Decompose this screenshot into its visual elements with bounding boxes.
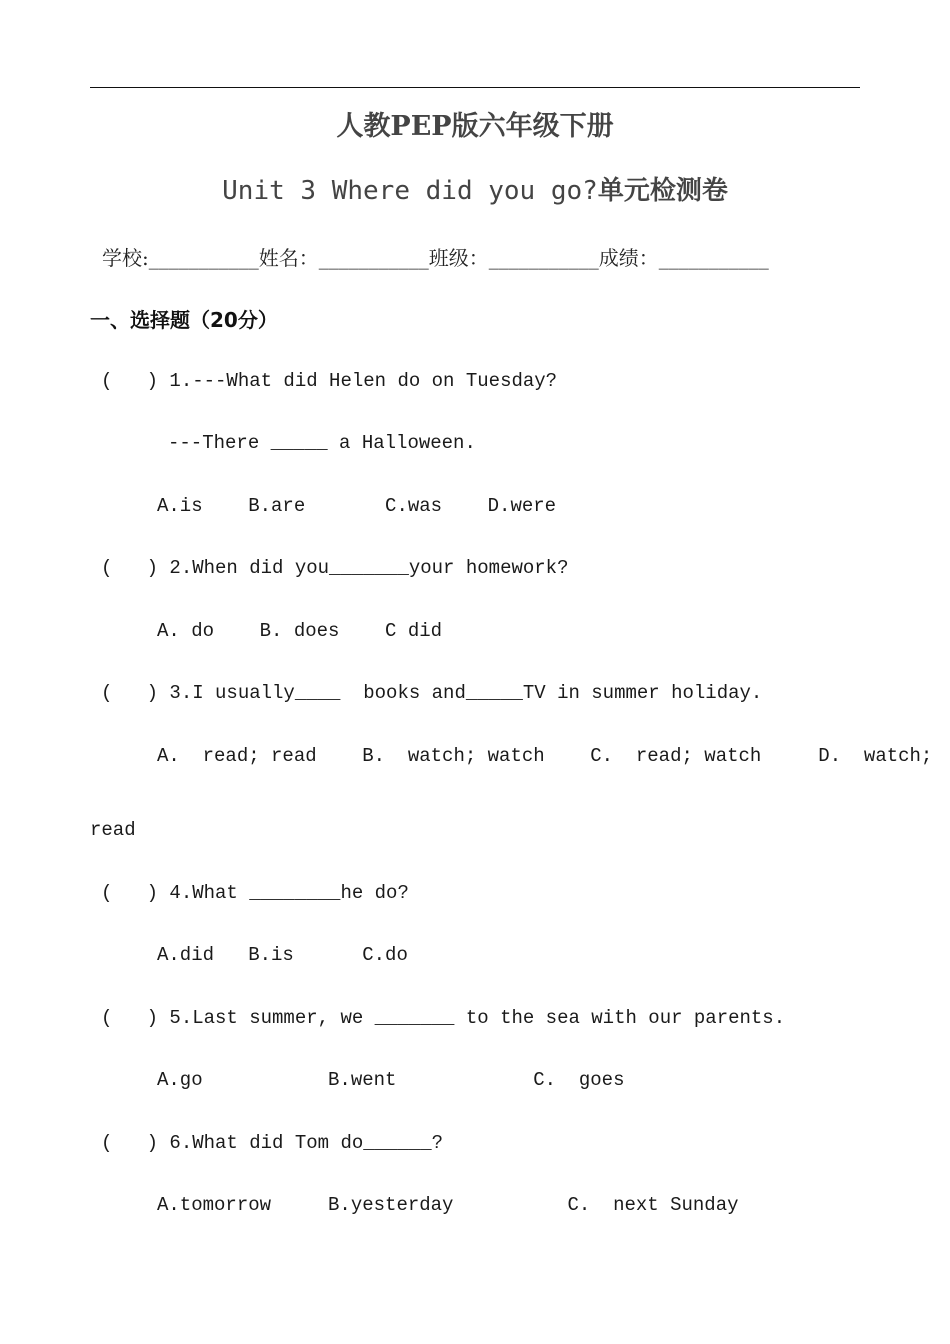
question-3-options-wrap: read [90, 819, 136, 841]
page-title: 人教PEP版六年级下册 [336, 111, 614, 142]
unit-subtitle-cn: 单元检测卷 [597, 176, 728, 206]
question-6: ( ) 6.What did Tom do______? [101, 1132, 444, 1154]
question-3-options: A. read; read B. watch; watch C. read; watch D. watch; [157, 745, 933, 767]
unit-subtitle-en: Unit 3 Where did you go? [222, 176, 598, 206]
unit-subtitle [0, 170, 950, 207]
question-3: ( ) 3.I usually____ books and_____TV in summer holiday. [101, 682, 763, 704]
question-2-options: A. do B. does C did [157, 620, 443, 642]
question-4-options: A.did B.is C.do [157, 944, 408, 966]
question-1-options: A.is B.are C.was D.were [157, 495, 557, 517]
question-4: ( ) 4.What ________he do? [101, 882, 409, 904]
top-rule [90, 87, 860, 88]
question-6-options: A.tomorrow B.yesterday C. next Sunday [157, 1194, 739, 1216]
student-info-line: 学校:___________姓名：___________班级：___________成绩：___________ [102, 246, 769, 270]
question-5: ( ) 5.Last summer, we _______ to the sea with our parents. [101, 1007, 786, 1029]
question-5-options: A.go B.went C. goes [157, 1069, 625, 1091]
question-1: ( ) 1.---What did Helen do on Tuesday? [101, 370, 558, 392]
question-2: ( ) 2.When did you_______your homework? [101, 557, 569, 579]
question-1-line-2: ---There _____ a Halloween. [168, 432, 476, 454]
section-title: 一、选择题（20分） [90, 308, 278, 332]
